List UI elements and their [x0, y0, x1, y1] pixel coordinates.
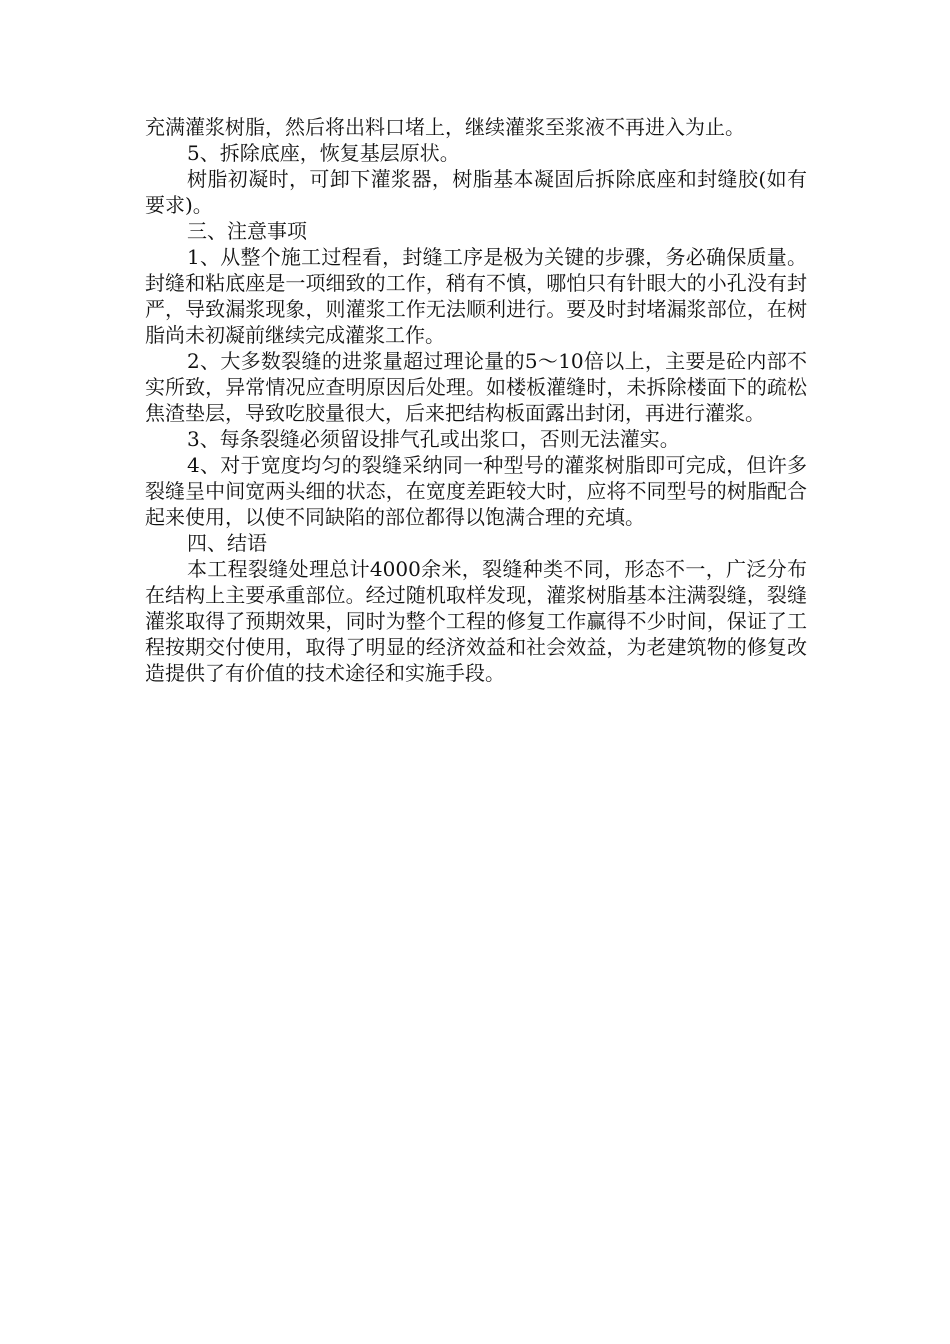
- note-3: 3、每条裂缝必须留设排气孔或出浆口，否则无法灌实。: [187, 427, 680, 451]
- document-body: [145, 114, 807, 686]
- section-3-heading: 三、注意事项: [187, 219, 307, 243]
- conclusion-body: 本工程裂缝处理总计4000余米，裂缝种类不同，形态不一，广泛分布在结构上主要承重部位。经过随机取样发现，灌浆树脂基本注满裂缝，裂缝灌浆取得了预期效果，同时为整个工程的修复工作赢得不少时间，保证了工程按期交付使用，取得了明显的经济效益和社会效益，为老建筑物的修复改造提供了有价值的技术途径和实施手段。: [145, 557, 807, 685]
- paragraph-continuation: 充满灌浆树脂，然后将出料口堵上，继续灌浆至浆液不再进入为止。: [145, 115, 745, 139]
- step-5-heading: 5、拆除底座，恢复基层原状。: [187, 141, 460, 165]
- note-4: 4、对于宽度均匀的裂缝采纳同一种型号的灌浆树脂即可完成，但许多裂缝呈中间宽两头细的状态，在宽度差距较大时，应将不同型号的树脂配合起来使用，以使不同缺陷的部位都得以饱满合理的充填。: [145, 453, 807, 529]
- note-1: 1、从整个施工过程看，封缝工序是极为关键的步骤，务必确保质量。封缝和粘底座是一项细致的工作，稍有不慎，哪怕只有针眼大的小孔没有封严，导致漏浆现象，则灌浆工作无法顺利进行。要及时封堵漏浆部位，在树脂尚未初凝前继续完成灌浆工作。: [145, 245, 807, 347]
- note-2: 2、大多数裂缝的进浆量超过理论量的5～10倍以上，主要是砼内部不实所致，异常情况应查明原因后处理。如楼板灌缝时，未拆除楼面下的疏松焦渣垫层，导致吃胶量很大，后来把结构板面露出封闭，再进行灌浆。: [145, 349, 807, 425]
- section-4-heading: 四、结语: [187, 531, 267, 555]
- step-5-body: 树脂初凝时，可卸下灌浆器，树脂基本凝固后拆除底座和封缝胶(如有要求)。: [145, 167, 807, 217]
